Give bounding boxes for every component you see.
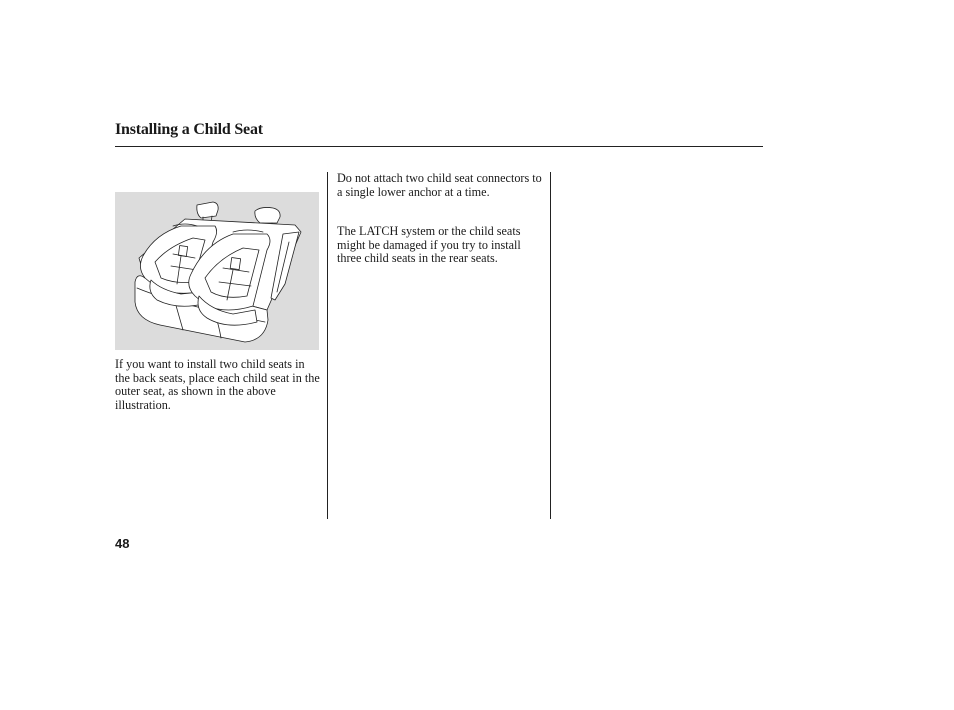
rear-seat-child-seats-drawing [115,192,319,350]
column-divider-left [327,172,328,519]
paragraph-lower-anchor-warning: Do not attach two child seat connectors to a single lower anchor at a time. [337,171,542,199]
page-number: 48 [115,536,130,551]
title-rule [115,146,763,147]
section-title: Installing a Child Seat [115,121,263,138]
paragraph-two-child-seats: If you want to install two child seats in the back seats, place each child seat in the outer seat, as shown in the above illustration. [115,357,320,413]
child-seat-illustration [115,192,319,350]
column-divider-right [550,172,551,519]
paragraph-latch-damage-warning: The LATCH system or the child seats might be damaged if you try to install three child seats in the rear seats. [337,224,521,266]
